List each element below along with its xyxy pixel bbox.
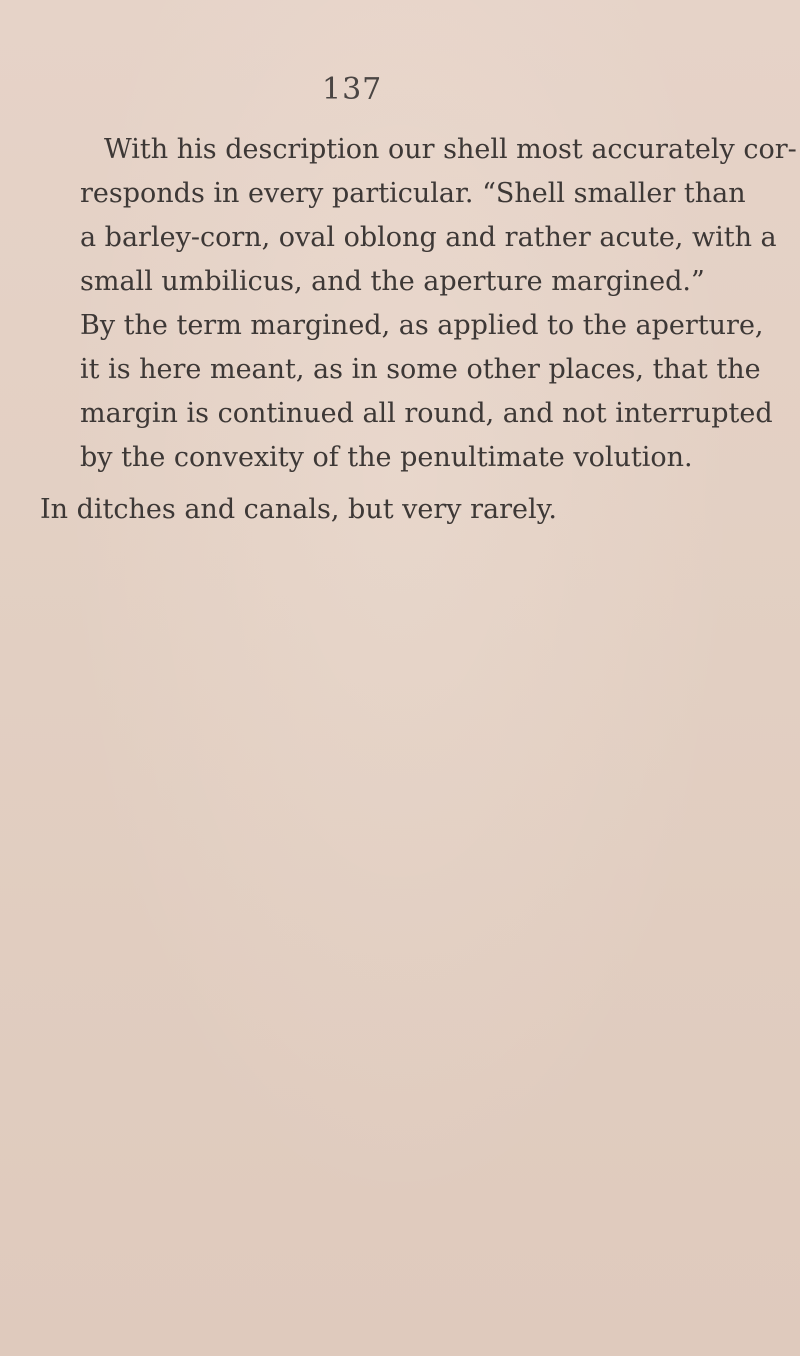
text-line-2: responds in every particular. “Shell smaller than — [80, 178, 746, 209]
text-line-7: margin is continued all round, and not interrupted — [80, 398, 773, 429]
text-line-3: a barley-corn, oval oblong and rather acute, with a — [80, 222, 777, 253]
habitat-line: In ditches and canals, but very rarely. — [40, 494, 557, 525]
text-line-5: By the term margined, as applied to the aperture, — [80, 310, 764, 341]
text-line-6: it is here meant, as in some other places, that the — [80, 354, 761, 385]
page-number: 137 — [322, 72, 383, 107]
text-line-4: small umbilicus, and the aperture margined.” — [80, 266, 705, 297]
text-line-8: by the convexity of the penultimate volution. — [80, 442, 693, 473]
text-line-1: With his description our shell most accurately cor- — [104, 134, 797, 165]
